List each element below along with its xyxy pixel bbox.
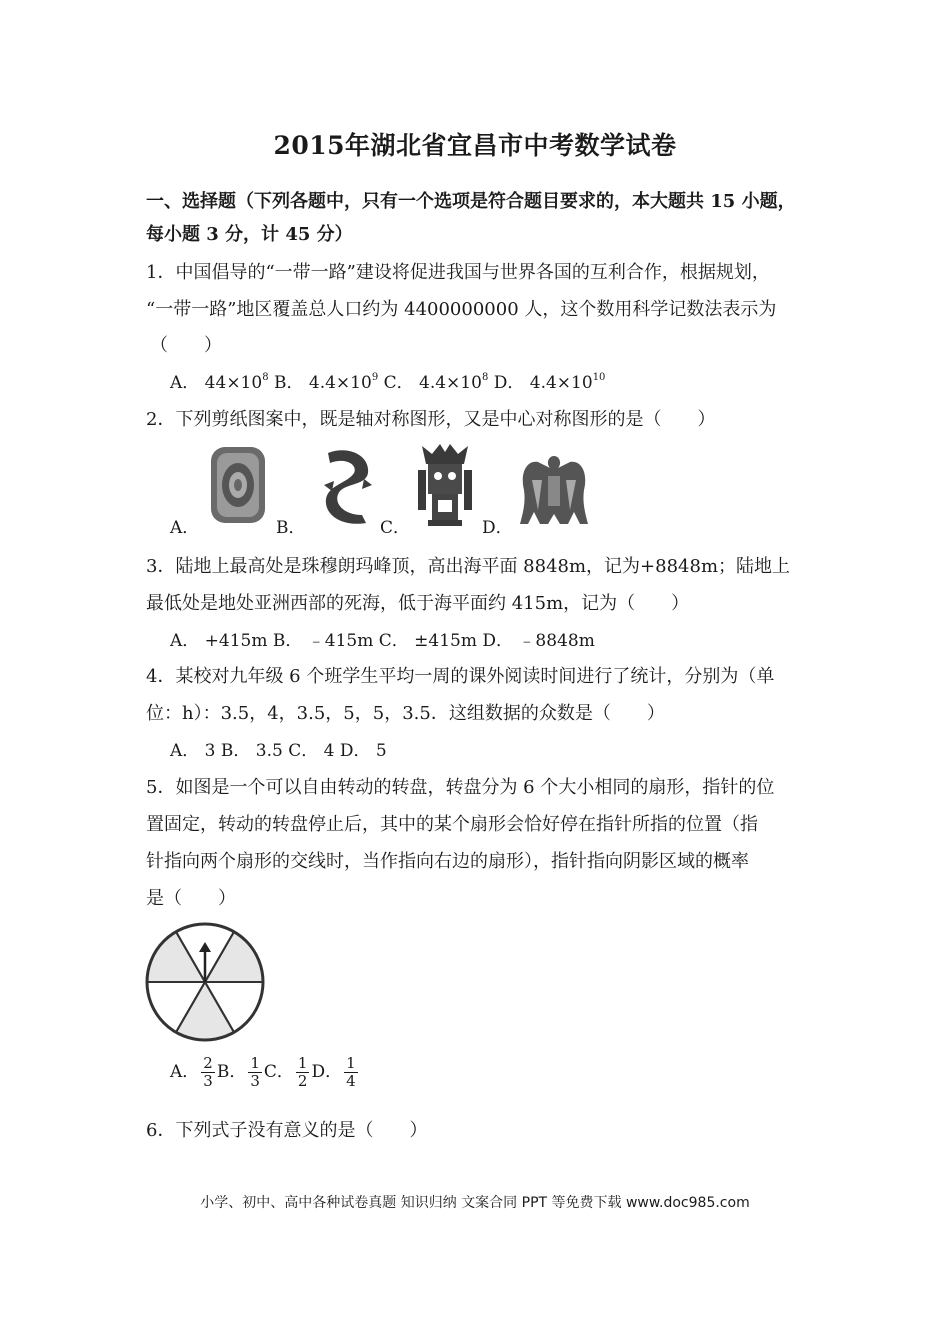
section-heading-line1: 一、选择题（下列各题中，只有一个选项是符合题目要求的，本大题共 15 小题， (146, 191, 796, 212)
q1-options (170, 368, 605, 393)
section-heading-line2: 每小题 3 分，计 45 分） (146, 224, 353, 245)
spinner-diagram (143, 920, 267, 1044)
spinner-sector-shaded-bottom (176, 982, 234, 1040)
q5-option-a-numerator: 2 (203, 1054, 213, 1072)
q1-option-d: 4.4×10 (524, 373, 593, 393)
q4-line2: 位：h）：3.5，4，3.5，5，5，3.5．这组数据的众数是（ ） (146, 703, 665, 724)
q2-option-c-label: C． (380, 518, 411, 538)
q2-stem: 2．下列剪纸图案中，既是轴对称图形，又是中心对称图形的是（ ） (146, 409, 716, 430)
q1-option-a: 44×10 (199, 373, 263, 393)
q5-option-c-denominator: 2 (297, 1072, 308, 1090)
q2-option-a-label: A． (170, 518, 200, 538)
q5-line4: 是（ ） (146, 888, 236, 909)
q4-options: A． 3 B． 3.5 C． 4 D． 5 (170, 741, 387, 761)
q6-stem: 6．下列式子没有意义的是（ ） (146, 1120, 428, 1141)
q5-line2: 置固定，转动的转盘停止后，其中的某个扇形会恰好停在指针所指的位置（指 (146, 814, 758, 835)
q3-line2: 最低处是地处亚洲西部的死海，低于海平面约 415m，记为（ ） (146, 593, 690, 614)
q1-option-c-exp: 8 (481, 372, 489, 383)
spinner-sector-shaded-upper-right (205, 932, 263, 982)
q1-line1: 1．中国倡导的“一带一路”建设将促进我国与世界各国的互利合作，根据规划， (146, 262, 770, 283)
papercut-c-image (414, 440, 476, 528)
q5-option-d-numerator: 1 (346, 1054, 356, 1072)
q5-option-a-label: A． (170, 1062, 200, 1082)
q5-option-d-label: D． (311, 1062, 343, 1082)
papercut-b-image (318, 445, 378, 527)
q3-line1: 3．陆地上最高处是珠穆朗玛峰顶，高出海平面 8848m，记为+8848m；陆地上 (146, 556, 791, 577)
q5-option-b-numerator: 1 (250, 1054, 260, 1072)
q5-option-c-label: C． (263, 1062, 294, 1082)
page-title: 2015年湖北省宜昌市中考数学试卷 (273, 131, 677, 160)
q2-option-d-label: D． (482, 518, 513, 538)
q1-option-b: 4.4×10 (303, 373, 372, 393)
q4-line1: 4．某校对九年级 6 个班学生平均一周的课外阅读时间进行了统计，分别为（单 (146, 666, 775, 687)
q1-option-c-label: C． (378, 373, 414, 393)
q5-option-a-denominator: 3 (203, 1072, 213, 1090)
q5-options (170, 1055, 360, 1090)
q1-option-c: 4.4×10 (413, 373, 482, 393)
q1-option-a-label: A． (170, 373, 200, 393)
q3-options: A． +415m B． ﹣415m C． ±415m D． ﹣8848m (170, 631, 595, 651)
q5-line3: 针指向两个扇形的交线时，当作指向右边的扇形），指针指向阴影区域的概率 (146, 851, 749, 872)
q5-option-c-fraction (296, 1055, 310, 1090)
papercut-d-image (518, 450, 590, 526)
q5-option-c-numerator: 1 (297, 1054, 308, 1072)
papercut-a-image (207, 443, 269, 527)
q5-option-b-fraction (248, 1055, 262, 1090)
q1-option-b-label: B． (268, 373, 304, 393)
q1-line3: （ ） (150, 335, 222, 356)
q2-option-b-label: B． (276, 518, 306, 538)
spinner-sector-shaded-upper-left (147, 932, 205, 982)
q5-line1: 5．如图是一个可以自由转动的转盘，转盘分为 6 个大小相同的扇形，指针的位 (146, 777, 775, 798)
q1-line2: “一带一路”地区覆盖总人口约为 4400000000 人，这个数用科学记数法表示为 (146, 299, 777, 320)
q1-option-d-label: D． (488, 373, 525, 393)
q5-option-b-label: B． (216, 1062, 247, 1082)
q5-option-d-denominator: 4 (346, 1072, 356, 1090)
q5-option-d-fraction (344, 1055, 358, 1090)
q1-option-d-exp: 10 (592, 372, 606, 383)
q5-option-a-fraction (201, 1055, 215, 1090)
q1-option-b-exp: 9 (371, 372, 379, 383)
footer-text: 小学、初中、高中各种试卷真题 知识归纳 文案合同 PPT 等免费下载 www.doc985.com (200, 1195, 750, 1211)
pointer-arrow-icon (199, 942, 211, 952)
q1-option-a-exp: 8 (262, 372, 269, 383)
q5-option-b-denominator: 3 (250, 1072, 260, 1090)
